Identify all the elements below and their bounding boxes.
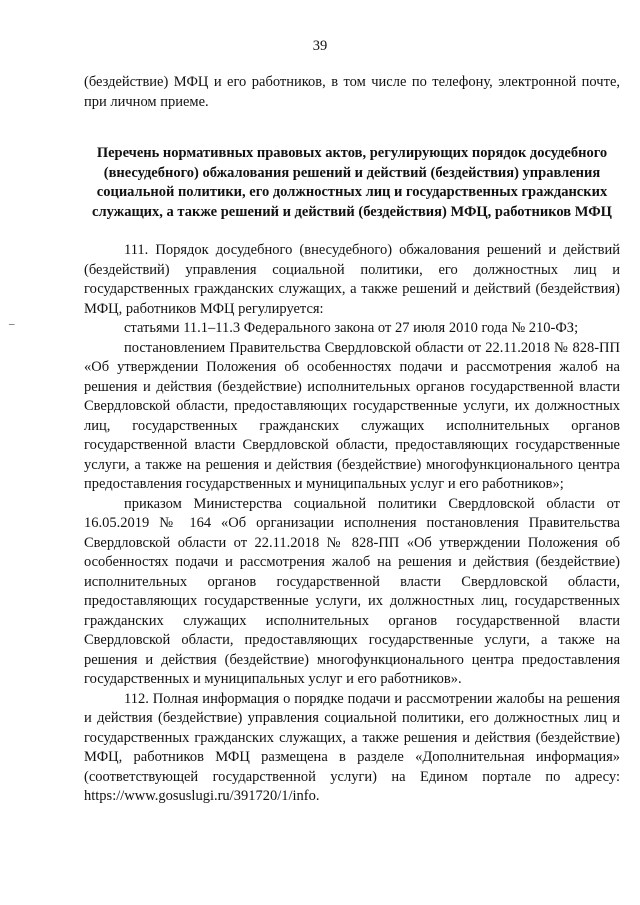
paragraph-111: 111. Порядок досудебного (внесудебного) обжалования решений и действий (бездействий) управления социальной политики, его должностных лиц и государственных гражданских служащих, а также решений и действий (бездействия) МФЦ, работников МФЦ регулируется: [84, 242, 620, 317]
paragraph-government-resolution: постановлением Правительства Свердловской области от 22.11.2018 № 828-ПП «Об утверждении Положения об особенностях подачи и рассмотрения жалоб на решения и действия (бездействие) исполнительных органов государственной власти Свердловской области, предоставляющих государственные услуги, их должностных лиц, государственных гражданских служащих исполнительных органов государственной власти Свердловской области, предоставляющих государственные услуги, а также на решения и действия (бездействие) многофункционального центра предоставления государственных и муниципальных услуг и его работников»; [84, 339, 620, 492]
page-number: 39 [312, 38, 328, 54]
paragraph-112: 112. Полная информация о порядке подачи и рассмотрении жалобы на решения и действия (бездействие) управления социальной политики, его должностных лиц и государственных гражданских служащих, а также решения и действия (бездействие) МФЦ, работников МФЦ размещена в разделе «Дополнительная информация» (соответствующей государственной услуги) на Едином портале по адресу: https://www.gosuslugi.ru/391720/1/info. [84, 690, 620, 804]
margin-mark: – [9, 318, 15, 330]
intro-paragraph: (бездействие) МФЦ и его работников, в том числе по телефону, электронной почте, при личном приеме. [84, 74, 620, 110]
section-heading: Перечень нормативных правовых актов, регулирующих порядок досудебного (внесудебного) обжалования решений и действий (бездействия) управления социальной политики, его должностных лиц и государственных гражданских служащих, а также решений и действий (бездействия) МФЦ, работников МФЦ [92, 145, 612, 220]
paragraph-ministry-order: приказом Министерства социальной политики Свердловской области от 16.05.2019 № 164 «Об организации исполнения постановления Правительства Свердловской области от 22.11.2018 № 828-ПП «Об утверждении Положения об особенностях подачи и рассмотрения жалоб на решения и действия (бездействие) исполнительных органов государственной власти Свердловской области, предоставляющих государственные услуги, их должностных лиц, государственных гражданских служащих исполнительных органов государственной власти Свердловской области, предоставляющих государственные услуги, а также на решения и действия (бездействие) многофункционального центра предоставления государственных и муниципальных услуг и его работников». [84, 495, 620, 687]
paragraph-federal-law: статьями 11.1–11.3 Федерального закона от 27 июля 2010 года № 210-ФЗ; [124, 320, 579, 336]
document-body [84, 73, 620, 807]
